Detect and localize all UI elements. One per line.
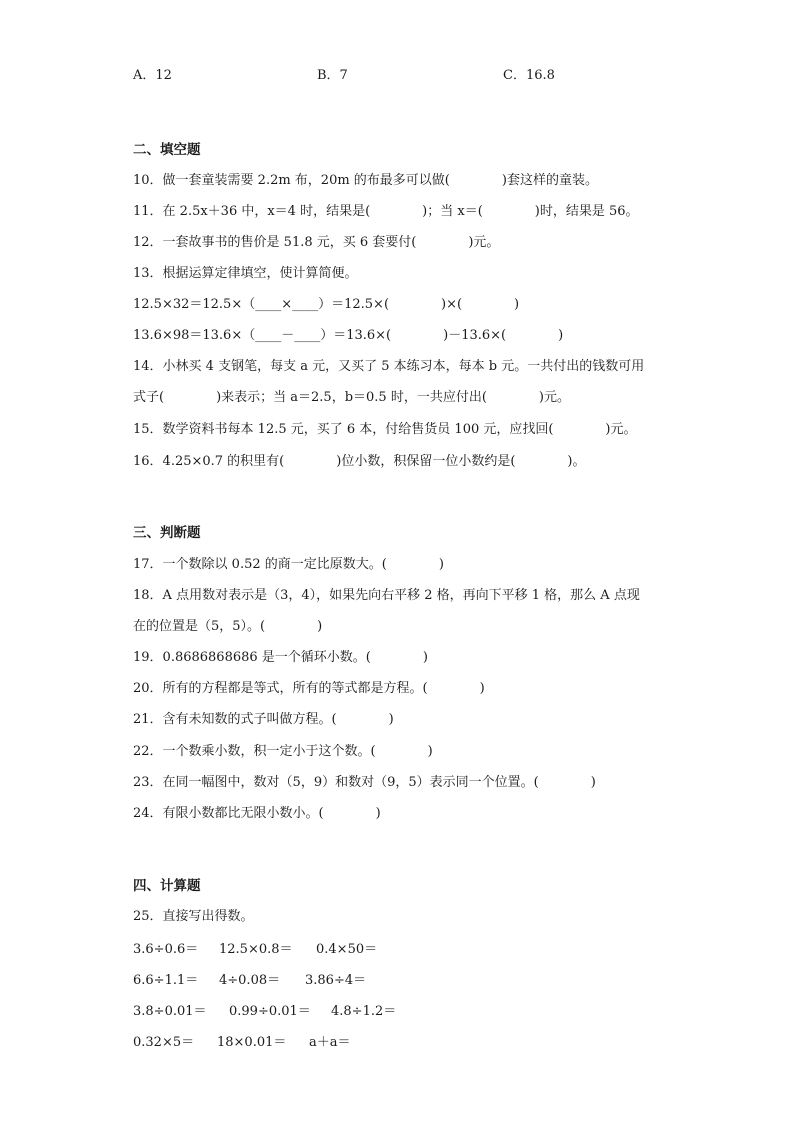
question-20: 20．所有的方程都是等式，所有的等式都是方程。( ) [133, 681, 485, 696]
calc-row-3 [133, 1002, 684, 1022]
question-22: 22．一个数乘小数，积一定小于这个数。( ) [133, 744, 433, 759]
option-a: A．12 [133, 68, 172, 83]
calc-item: 3.8÷0.01＝ [133, 1004, 207, 1019]
option-b: B．7 [317, 68, 348, 83]
calc-item: 18×0.01＝ [217, 1035, 287, 1050]
question-11: 11．在 2.5x＋36 中，x＝4 时，结果是( )；当 x＝( )时，结果是 56。 [133, 204, 639, 219]
calc-item: a＋a＝ [309, 1035, 351, 1050]
section-title-fill-in: 二、填空题 [133, 142, 201, 158]
calc-item: 4.8÷1.2＝ [331, 1004, 397, 1019]
question-10: 10．做一套童装需要 2.2m 布，20m 的布最多可以做( )套这样的童装。 [133, 173, 598, 188]
calc-item: 12.5×0.8＝ [219, 942, 293, 957]
question-17: 17．一个数除以 0.52 的商一定比原数大。( ) [133, 557, 444, 572]
calc-row-1 [133, 940, 684, 960]
question-18-line-1: 18．A 点用数对表示是（3，4），如果先向右平移 2 格，再向下平移 1 格，那么 A 点现 [133, 588, 640, 603]
calc-item: 4÷0.08＝ [219, 973, 281, 988]
question-13-line-b: 13.6×98＝13.6×（____－____）＝13.6×( )－13.6×( ) [133, 328, 564, 343]
question-21: 21．含有未知数的式子叫做方程。( ) [133, 712, 394, 727]
question-13-line-a: 12.5×32＝12.5×（____×____）＝12.5×( )×( ) [133, 297, 520, 312]
question-24: 24．有限小数都比无限小数小。( ) [133, 806, 381, 821]
question-12: 12．一套故事书的售价是 51.8 元，买 6 套要付( )元。 [133, 235, 500, 250]
calc-item: 0.99÷0.01＝ [229, 1004, 311, 1019]
question-16: 16．4.25×0.7 的积里有( )位小数，积保留一位小数约是( )。 [133, 454, 586, 469]
section-title-true-false: 三、判断题 [133, 525, 201, 541]
option-c: C．16.8 [503, 68, 555, 83]
question-15: 15．数学资料书每本 12.5 元，买了 6 本，付给售货员 100 元，应找回( )元。 [133, 422, 637, 437]
question-19: 19．0.8686868686 是一个循环小数。( ) [133, 650, 428, 665]
calc-item: 3.86÷4＝ [305, 973, 367, 988]
calc-item: 6.6÷1.1＝ [133, 973, 199, 988]
question-13: 13．根据运算定律填空，使计算简便。 [133, 266, 358, 281]
section-title-calculation: 四、计算题 [133, 878, 201, 894]
question-14-line-2: 式子( )来表示；当 a＝2.5，b＝0.5 时，一共应付出( )元。 [133, 390, 570, 405]
question-18-line-2: 在的位置是（5，5）。( ) [133, 619, 323, 634]
question-25: 25．直接写出得数。 [133, 909, 254, 924]
question-14-line-1: 14．小林买 4 支钢笔，每支 a 元，又买了 5 本练习本，每本 b 元。一共付出的钱数可用 [133, 359, 645, 374]
calc-item: 0.4×50＝ [316, 942, 378, 957]
calc-row-2 [133, 971, 684, 991]
calc-item: 0.32×5＝ [133, 1035, 195, 1050]
question-23: 23．在同一幅图中，数对（5，9）和数对（9，5）表示同一个位置。( ) [133, 775, 596, 790]
calc-row-4 [133, 1033, 684, 1053]
calc-item: 3.6÷0.6＝ [133, 942, 199, 957]
